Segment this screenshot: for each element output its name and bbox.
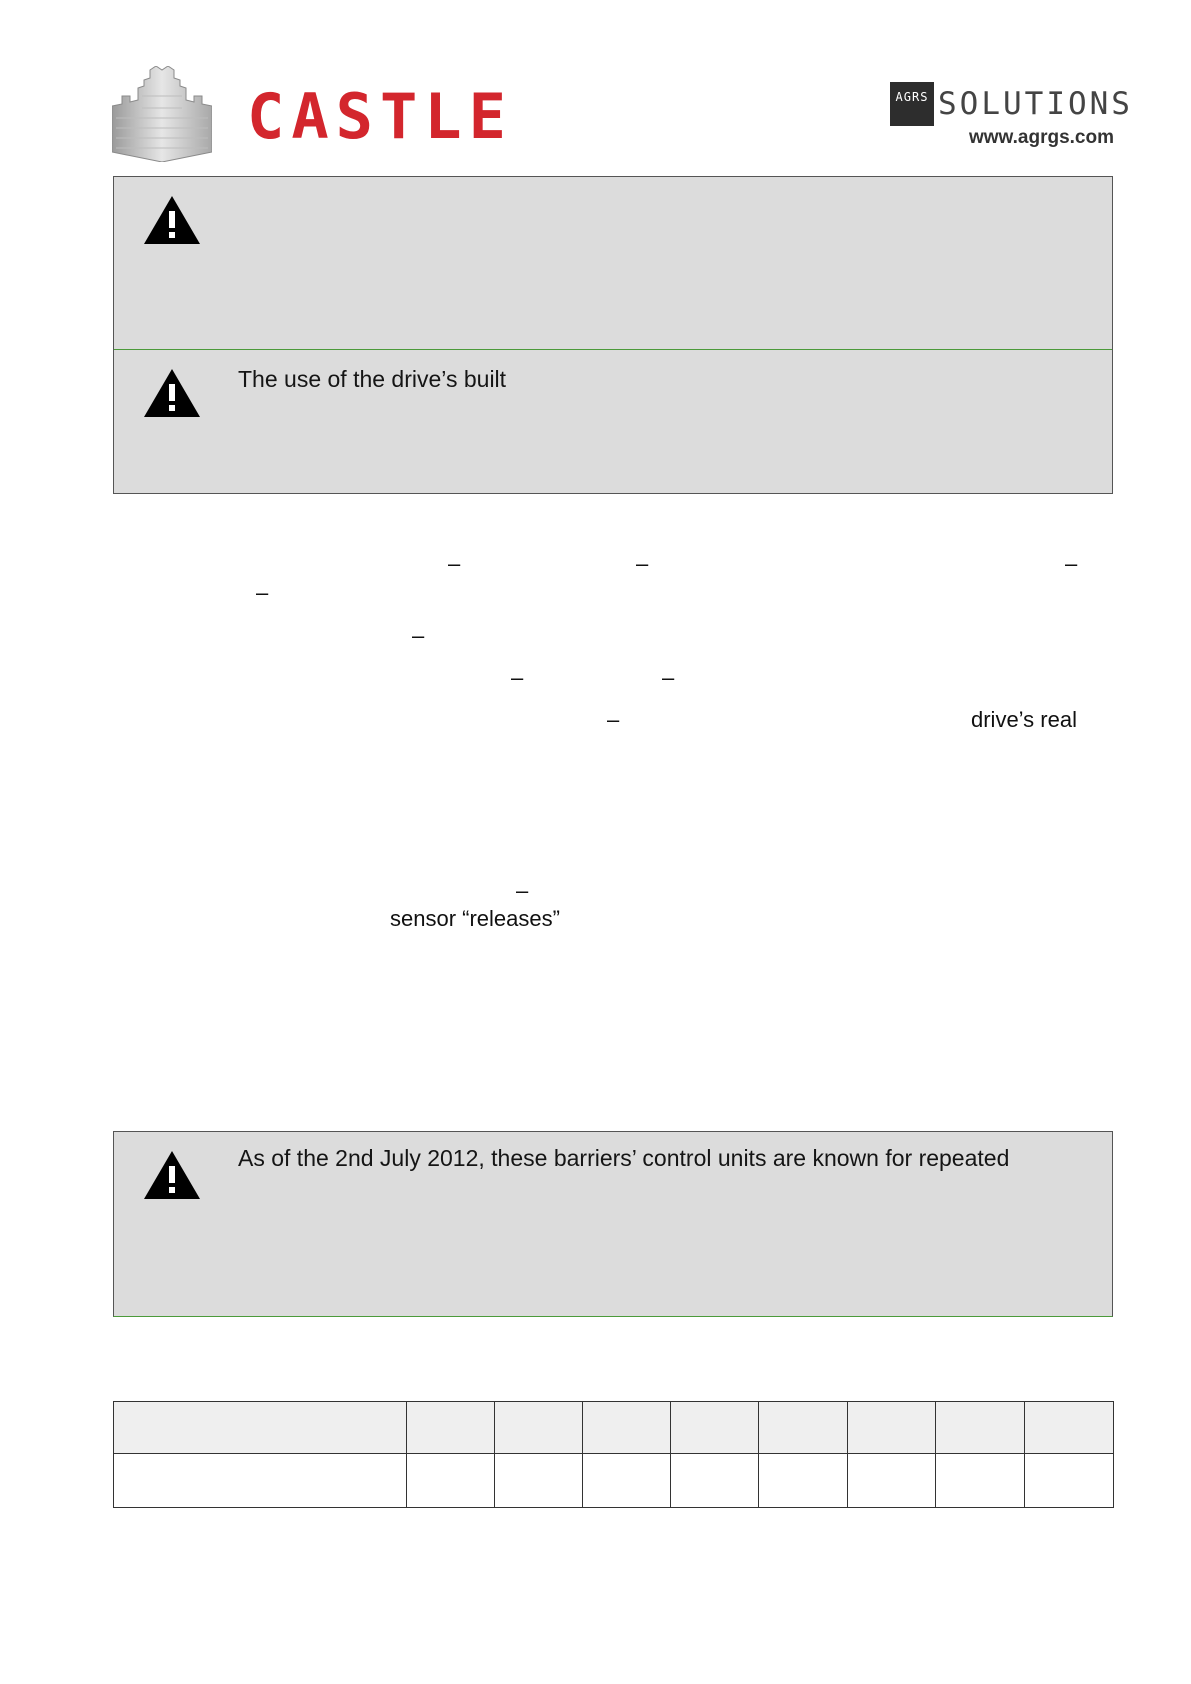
agrs-logo-mark: AGRS: [890, 82, 934, 126]
website-link[interactable]: www.agrgs.com: [969, 127, 1114, 148]
table-header-row: [114, 1402, 1114, 1454]
table-cell: [936, 1454, 1025, 1508]
warning-callout-2-text: The use of the drive’s built: [238, 366, 507, 392]
table-cell: [759, 1454, 848, 1508]
body-dash: –: [516, 878, 529, 903]
body-dash: –: [662, 665, 675, 690]
table-cell: [114, 1454, 407, 1508]
table-header-cell: [582, 1402, 671, 1454]
body-dash: –: [256, 580, 269, 605]
warning-callout-1: [114, 177, 1112, 349]
table-cell: [1025, 1454, 1114, 1508]
warning-callout-3: [113, 1131, 1113, 1317]
table-header-cell: [406, 1402, 494, 1454]
partner-name: SOLUTIONS: [938, 86, 1133, 122]
brand-name: CASTLE: [247, 80, 513, 153]
table-cell: [494, 1454, 582, 1508]
table-header-cell: [936, 1402, 1025, 1454]
table-header-cell: [1025, 1402, 1114, 1454]
body-dash: –: [1065, 551, 1078, 576]
warning-callout-group: [113, 176, 1113, 494]
body-dash: –: [412, 623, 425, 648]
body-text-fragment: sensor “releases”: [390, 906, 560, 931]
table-cell: [671, 1454, 759, 1508]
table-header-cell: [848, 1402, 936, 1454]
table-header-cell: [114, 1402, 407, 1454]
warning-triangle-icon: [142, 367, 202, 419]
body-text-fragment: drive’s real: [971, 707, 1077, 732]
table-header-cell: [671, 1402, 759, 1454]
table-row: [114, 1454, 1114, 1508]
body-dash: –: [636, 551, 649, 576]
body-dash: –: [511, 665, 524, 690]
body-dash: –: [607, 707, 620, 732]
data-table: [113, 1401, 1114, 1508]
castle-tower-icon: [112, 66, 212, 162]
warning-triangle-icon: [142, 194, 202, 246]
table-header-cell: [494, 1402, 582, 1454]
table-cell: [848, 1454, 936, 1508]
table-cell: [406, 1454, 494, 1508]
warning-callout-3-text: As of the 2nd July 2012, these barriers’ control units are known for repeated: [238, 1145, 1010, 1171]
warning-triangle-icon: [142, 1149, 202, 1201]
table-header-cell: [759, 1402, 848, 1454]
table-cell: [582, 1454, 671, 1508]
warning-callout-2: [114, 350, 1112, 494]
body-dash: –: [448, 551, 461, 576]
